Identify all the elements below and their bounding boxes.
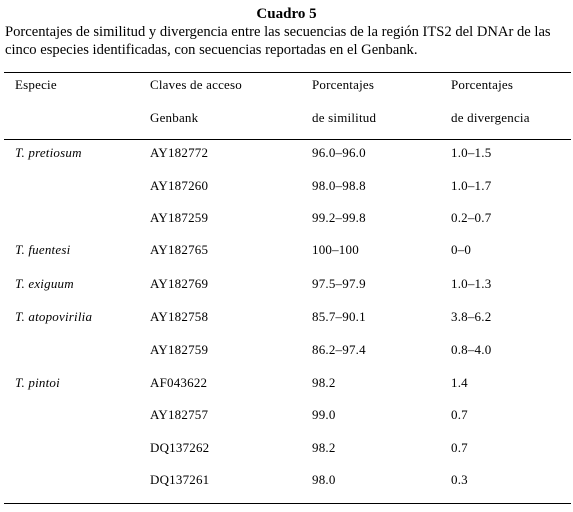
cell-accession: AY187259 xyxy=(150,210,209,225)
header-divergencia-line2: de divergencia xyxy=(451,110,530,125)
cell-similitud: 98.0–98.8 xyxy=(312,178,366,193)
header-similitud-line2: de similitud xyxy=(312,110,377,125)
cell-similitud: 97.5–97.9 xyxy=(312,276,366,291)
cell-divergencia: 0.2–0.7 xyxy=(451,210,492,225)
caption-line-2: cinco especies identificadas, con secuencias reportadas en el Genbank. xyxy=(5,42,418,58)
header-especie: Especie xyxy=(15,77,57,92)
cell-divergencia: 1.0–1.7 xyxy=(451,178,492,193)
header-divergencia-line1: Porcentajes xyxy=(451,77,514,92)
cell-divergencia: 1.4 xyxy=(451,375,468,390)
table-title: Cuadro 5 xyxy=(256,6,317,22)
cell-accession: DQ137261 xyxy=(150,472,210,487)
header-similitud-line1: Porcentajes xyxy=(312,77,375,92)
cell-accession: AF043622 xyxy=(150,375,208,390)
cell-accession: AY182759 xyxy=(150,342,209,357)
cell-similitud: 100–100 xyxy=(312,242,359,257)
caption-line-1: Porcentajes de similitud y divergencia entre las secuencias de la región ITS2 del DNAr de las xyxy=(5,24,551,40)
cell-similitud: 98.0 xyxy=(312,472,336,487)
cell-species: T. pintoi xyxy=(15,375,60,390)
cell-similitud: 99.2–99.8 xyxy=(312,210,366,225)
cell-similitud: 98.2 xyxy=(312,440,336,455)
cell-similitud: 99.0 xyxy=(312,407,336,422)
cell-divergencia: 1.0–1.3 xyxy=(451,276,492,291)
cell-similitud: 85.7–90.1 xyxy=(312,309,366,324)
cell-species: T. pretiosum xyxy=(15,145,82,160)
cell-divergencia: 3.8–6.2 xyxy=(451,309,492,324)
table-header-rule xyxy=(4,139,571,140)
cell-species: T. exiguum xyxy=(15,276,74,291)
header-claves-line2: Genbank xyxy=(150,110,199,125)
table-bottom-rule xyxy=(4,503,571,504)
header-claves-line1: Claves de acceso xyxy=(150,77,242,92)
cell-species: T. fuentesi xyxy=(15,242,71,257)
cell-accession: AY187260 xyxy=(150,178,209,193)
cell-accession: AY182769 xyxy=(150,276,209,291)
cell-divergencia: 0.7 xyxy=(451,407,468,422)
cell-divergencia: 0.8–4.0 xyxy=(451,342,492,357)
cell-accession: DQ137262 xyxy=(150,440,210,455)
cell-similitud: 86.2–97.4 xyxy=(312,342,366,357)
table-caption xyxy=(5,23,573,59)
cell-divergencia: 0.3 xyxy=(451,472,468,487)
cell-accession: AY182765 xyxy=(150,242,209,257)
cell-accession: AY182772 xyxy=(150,145,209,160)
cell-species: T. atopovirilia xyxy=(15,309,93,324)
cell-divergencia: 0–0 xyxy=(451,242,472,257)
cell-divergencia: 0.7 xyxy=(451,440,468,455)
cell-similitud: 98.2 xyxy=(312,375,336,390)
cell-similitud: 96.0–96.0 xyxy=(312,145,366,160)
cell-accession: AY182758 xyxy=(150,309,209,324)
cell-divergencia: 1.0–1.5 xyxy=(451,145,492,160)
table-top-rule xyxy=(4,72,571,73)
cell-accession: AY182757 xyxy=(150,407,209,422)
